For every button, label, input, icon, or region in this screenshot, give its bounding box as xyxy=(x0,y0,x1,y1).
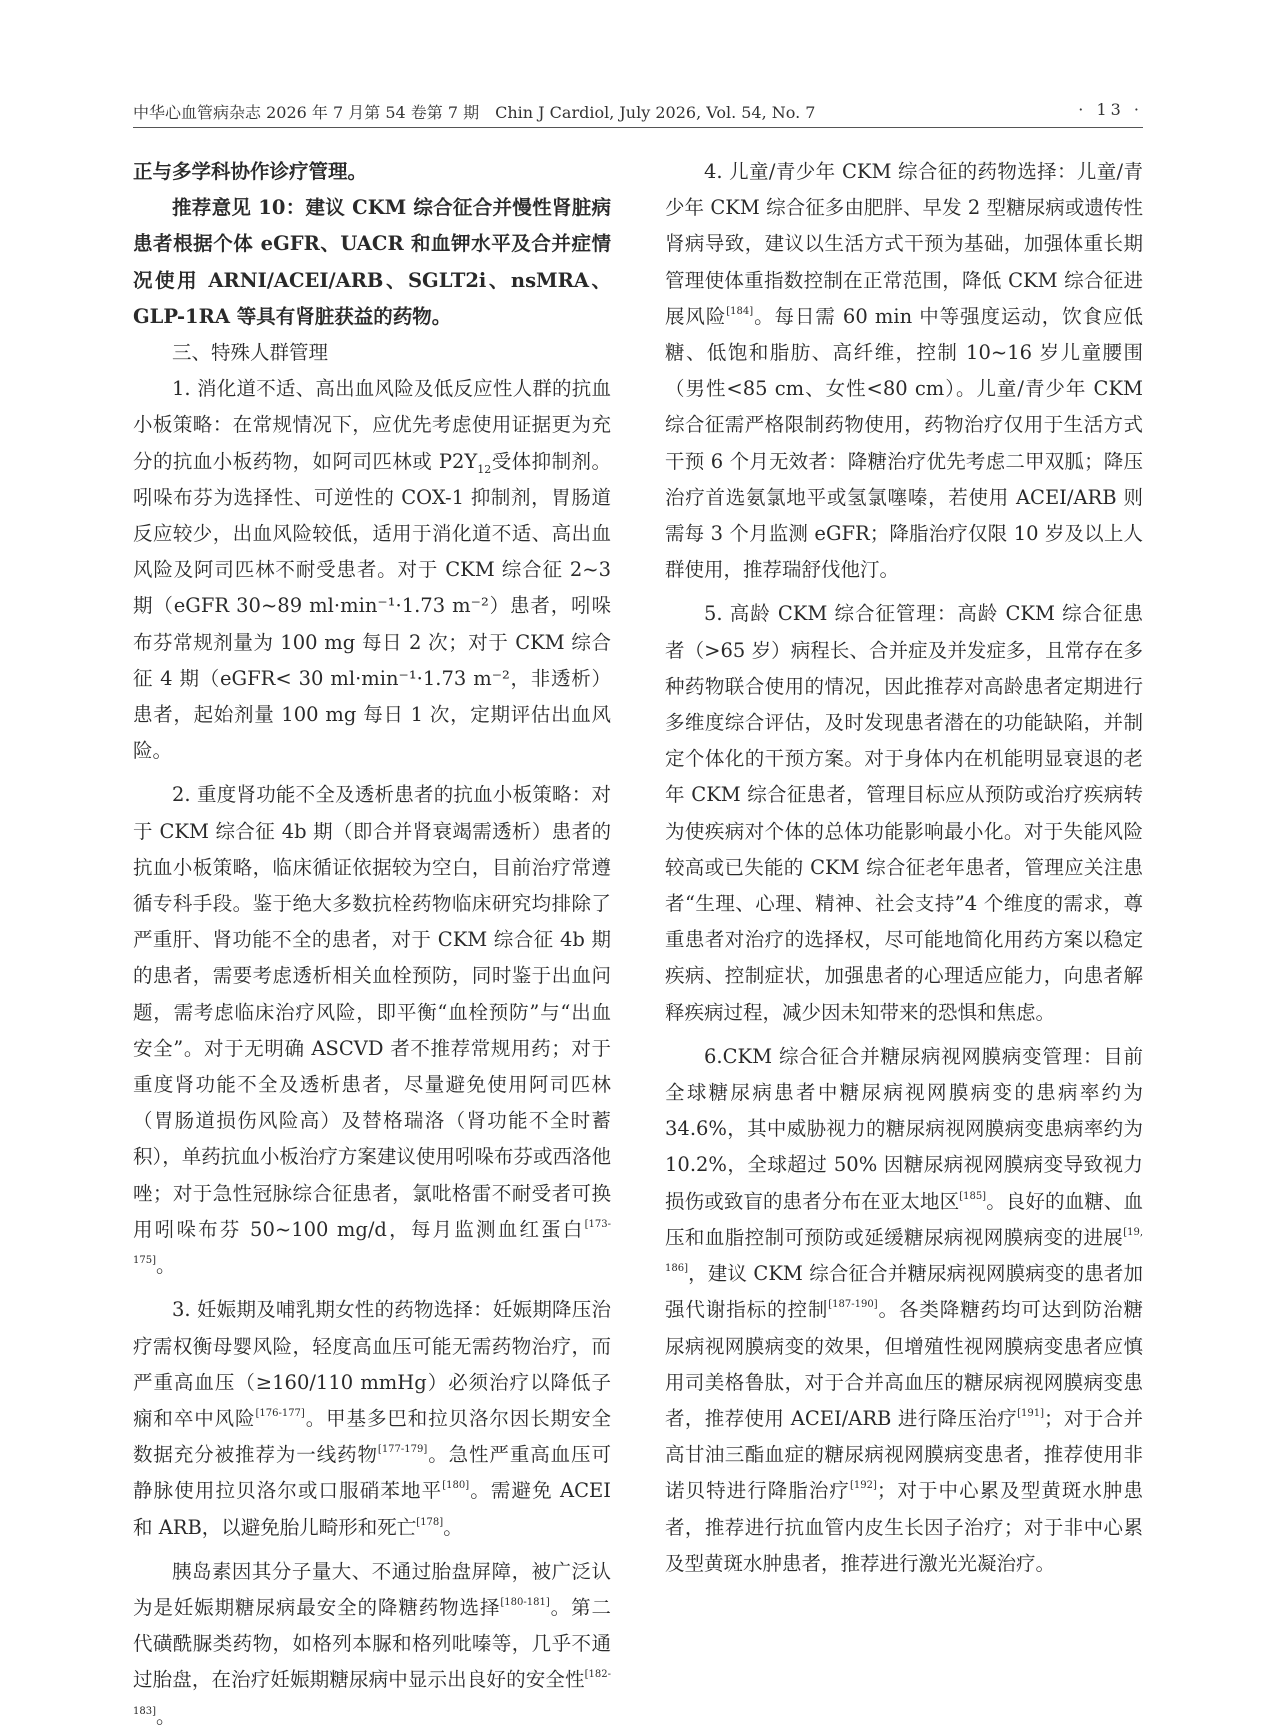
section-title: 三、特殊人群管理 xyxy=(172,341,329,365)
citation: [180-181] xyxy=(500,1596,550,1608)
citation: [173-175] xyxy=(133,1218,611,1267)
paragraph-7: 6.CKM 综合征合并糖尿病视网膜病变管理：目前全球糖尿病患者中糖尿病视网膜病变的患病率约为 34.6%，其中威胁视力的糖尿病视网膜病变患病率约为 10.2%，全球超过 50% 因糖尿病视网膜病变导致视力损伤或致盲的患者分布在亚太地区[185]。良好的血糖、血压和血脂控制可预防或延缓糖尿病视网膜病变的进展[19, 186]，建议 CKM 综合征合并糖尿病视网膜病变的患者加强代谢指标的控制[187-190]。各类降糖药均可达到防治糖尿病视网膜病变的效果，但增殖性视网膜病变患者应慎用司美格鲁肽，对于合并高血压的糖尿病视网膜病变患者，推荐使用 ACEI/ARB 进行降压治疗[191]；对于合并高甘油三酯血症的糖尿病视网膜病变患者，推荐使用非诺贝特进行降脂治疗[192]；对于中心累及型黄斑水肿患者，推荐进行抗血管内皮生长因子治疗；对于非中心累及型黄斑水肿患者，推荐进行激光光凝治疗。 xyxy=(665,1044,1143,1575)
citation: [185] xyxy=(959,1190,987,1202)
journal-citation: 中华心血管病杂志 2026 年 7 月第 54 卷第 7 期 Chin J Cardiol, July 2026, Vol. 54, No. 7 xyxy=(133,103,816,122)
paragraph-2: 2. 重度肾功能不全及透析患者的抗血小板策略：对于 CKM 综合征 4b 期（即合并肾衰竭需透析）患者的抗血小板策略，临床循证依据较为空白，目前治疗常遵循专科手段。鉴于绝大多数抗栓药物临床研究均排除了严重肝、肾功能不全的患者，对于 CKM 综合征 4b 期的患者，需要考虑透析相关血栓预防，同时鉴于出血问题，需考虑临床治疗风险，即平衡“血栓预防”与“出血安全”。对于无明确 ASCVD 者不推荐常规用药；对于重度肾功能不全及透析患者，尽量避免使用阿司匹林（胃肠道损伤风险高）及替格瑞洛（肾功能不全时蓄积），单药抗血小板治疗方案建议使用吲哚布芬或西洛他唑；对于急性冠脉综合征患者，氯吡格雷不耐受者可换用吲哚布芬 50~100 mg/d，每月监测血红蛋白[173-175]。 xyxy=(133,783,611,1278)
left-column xyxy=(133,154,611,1735)
paragraph-3: 3. 妊娠期及哺乳期女性的药物选择：妊娠期降压治疗需权衡母婴风险，轻度高血压可能无需药物治疗，而严重高血压（≥160/110 mmHg）必须治疗以降低子痫和卒中风险[176-177]。甲基多巴和拉贝洛尔因长期安全数据充分被推荐为一线药物[177-179]。急性严重高血压可静脉使用拉贝洛尔或口服硝苯地平[180]。需避免 ACEI 和 ARB，以避免胎儿畸形和死亡[178]。 xyxy=(133,1298,611,1539)
citation: [178] xyxy=(416,1516,444,1528)
citation: [180] xyxy=(442,1480,470,1492)
citation: [176-177] xyxy=(255,1407,305,1419)
citation: [19, 186] xyxy=(665,1226,1143,1275)
paragraph-5: 4. 儿童/青少年 CKM 综合征的药物选择：儿童/青少年 CKM 综合征多由肥胖、早发 2 型糖尿病或遗传性肾病导致，建议以生活方式干预为基础，加强体重长期管理使体重指数控制在正常范围，降低 CKM 综合征进展风险[184]。每日需 60 min 中等强度运动，饮食应低糖、低饱和脂肪、高纤维，控制 10~16 岁儿童腰围（男性<85 cm、女性<80 cm）。儿童/青少年 CKM 综合征需严格限制药物使用，药物治疗仅用于生活方式干预 6 个月无效者：降糖治疗优先考虑二甲双胍；降压治疗首选氨氯地平或氢氯噻嗪，若使用 ACEI/ARB 则需每 3 个月监测 eGFR；降脂治疗仅限 10 岁及以上人群使用，推荐瑞舒伐他汀。 xyxy=(665,160,1143,582)
citation: [184] xyxy=(726,305,754,317)
recommendation-10: 推荐意见 10：建议 CKM 综合征合并慢性肾脏病患者根据个体 eGFR、UACR 和血钾水平及合并症情况使用 ARNI/ACEI/ARB、SGLT2i、nsMRA、GLP-1RA 等具有肾脏获益的药物。 xyxy=(133,196,611,328)
header-rule xyxy=(133,127,1143,128)
paragraph-4: 胰岛素因其分子量大、不通过胎盘屏障，被广泛认为是妊娠期糖尿病最安全的降糖药物选择[180-181]。第二代磺酰脲类药物，如格列本脲和格列吡嗪等，几乎不通过胎盘，在治疗妊娠期糖尿病中显示出良好的安全性[182-183]。 xyxy=(133,1559,611,1728)
citation: [192] xyxy=(849,1480,877,1492)
right-column xyxy=(665,154,1143,1582)
paragraph-6: 5. 高龄 CKM 综合征管理：高龄 CKM 综合征患者（>65 岁）病程长、合并症及并发症多，且常存在多种药物联合使用的情况，因此推荐对高龄患者定期进行多维度综合评估，及时发现患者潜在的功能缺陷，并制定个体化的干预方案。对于身体内在机能明显衰退的老年 CKM 综合征患者，管理目标应从预防或治疗疾病转为使疾病对个体的总体功能影响最小化。对于失能风险较高或已失能的 CKM 综合征老年患者，管理应关注患者“生理、心理、精神、社会支持”4 个维度的需求，尊重患者对治疗的选择权，尽可能地简化用药方案以稳定疾病、控制症状，加强患者的心理适应能力，向患者解释疾病过程，减少因未知带来的恐惧和焦虑。 xyxy=(665,602,1143,1024)
paragraph-1: 1. 消化道不适、高出血风险及低反应性人群的抗血小板策略：在常规情况下，应优先考虑使用证据更为充分的抗血小板药物，如阿司匹林或 $P2Y_{12}$受体抑制剂。吲哚布芬为选择性、可逆性的 COX-1 抑制剂，胃肠道反应较少，出血风险较低，适用于消化道不适、高出血风险及阿司匹林不耐受患者。对于 CKM 综合征 2~3 期（eGFR 30~89 ml·min⁻¹·1.73 m⁻²）患者，吲哚布芬常规剂量为 100 mg 每日 2 次；对于 CKM 综合征 4 期（eGFR< 30 ml·min⁻¹·1.73 m⁻²，非透析）患者，起始剂量 100 mg 每日 1 次，定期评估出血风险。 xyxy=(133,377,611,763)
citation: [191] xyxy=(1017,1407,1045,1419)
running-header xyxy=(133,100,1143,126)
page-number: · 13 · xyxy=(1078,100,1143,119)
citation: [187-190] xyxy=(828,1299,878,1311)
citation: [177-179] xyxy=(377,1444,428,1456)
intro-line: 正与多学科协作诊疗管理。 xyxy=(133,160,368,183)
citation: [182-183] xyxy=(133,1669,611,1717)
